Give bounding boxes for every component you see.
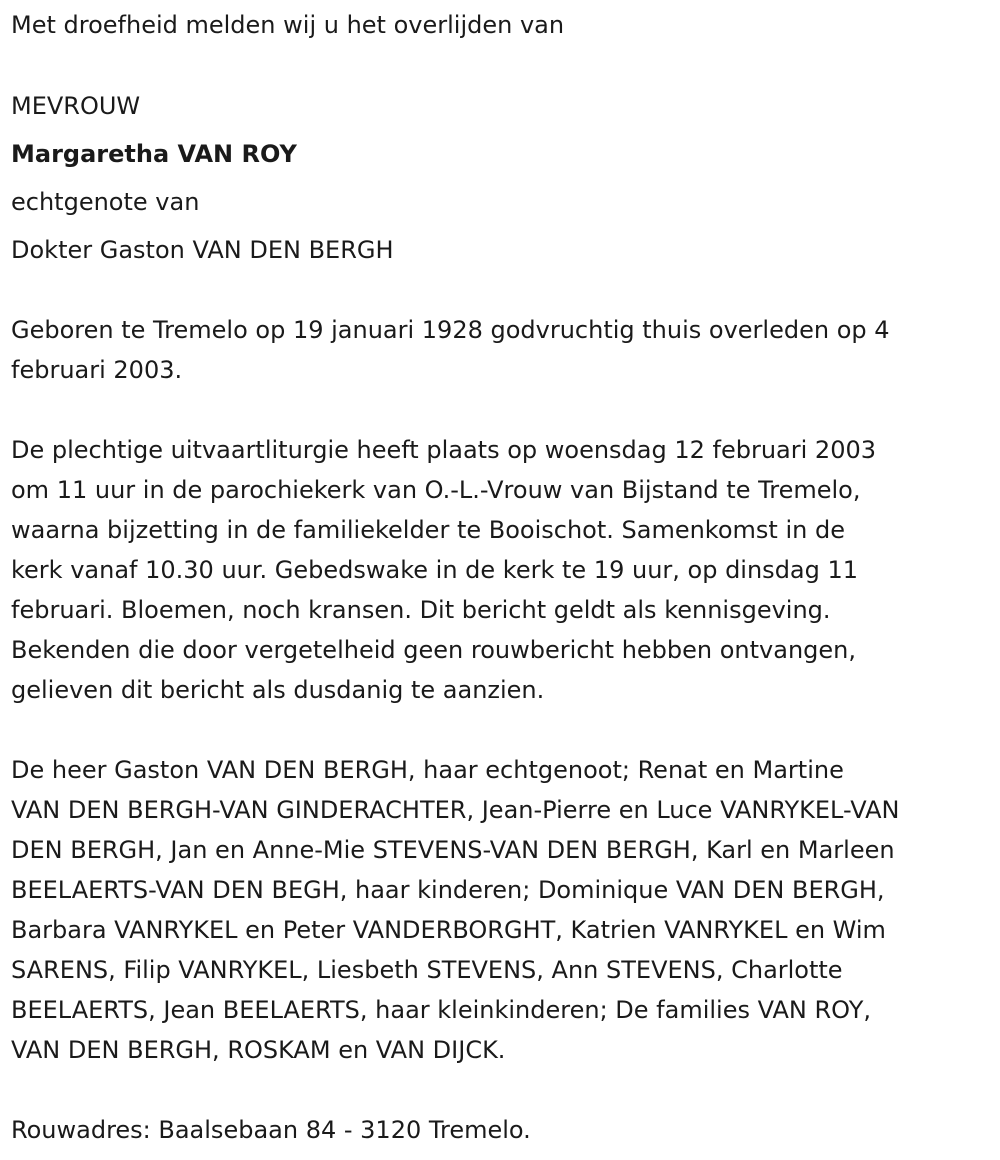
paragraph-line: gelieven dit bericht als dusdanig te aanzien. — [11, 676, 545, 704]
birth-death-paragraph — [11, 310, 1000, 390]
intro-line: Met droefheid melden wij u het overlijden van — [11, 11, 565, 39]
paragraph-line: DEN BERGH, Jan en Anne-Mie STEVENS-VAN DEN BERGH, Karl en Marleen — [11, 836, 895, 864]
paragraph-line: Geboren te Tremelo op 19 januari 1928 godvruchtig thuis overleden op 4 — [11, 316, 890, 344]
paragraph-line: Bekenden die door vergetelheid geen rouwbericht hebben ontvangen, — [11, 636, 857, 664]
paragraph-line: BEELAERTS-VAN DEN BEGH, haar kinderen; Dominique VAN DEN BERGH, — [11, 876, 885, 904]
mourning-address: Rouwadres: Baalsebaan 84 - 3120 Tremelo. — [11, 1116, 531, 1144]
paragraph-line: SARENS, Filip VANRYKEL, Liesbeth STEVENS, Ann STEVENS, Charlotte — [11, 956, 843, 984]
family-paragraph — [11, 750, 1000, 1070]
deceased-name: Margaretha VAN ROY — [11, 140, 297, 168]
paragraph-line: waarna bijzetting in de familiekelder te Booischot. Samenkomst in de — [11, 516, 845, 544]
paragraph-line: kerk vanaf 10.30 uur. Gebedswake in de kerk te 19 uur, op dinsdag 11 — [11, 556, 859, 584]
ceremony-paragraph — [11, 430, 1000, 710]
spouse-name: Dokter Gaston VAN DEN BERGH — [11, 236, 394, 264]
paragraph-line: BEELAERTS, Jean BEELAERTS, haar kleinkinderen; De families VAN ROY, — [11, 996, 872, 1024]
paragraph-line: VAN DEN BERGH, ROSKAM en VAN DIJCK. — [11, 1036, 506, 1064]
relation-label: echtgenote van — [11, 188, 200, 216]
paragraph-line: februari 2003. — [11, 356, 183, 384]
honorific: MEVROUW — [11, 92, 141, 120]
paragraph-line: om 11 uur in de parochiekerk van O.-L.-Vrouw van Bijstand te Tremelo, — [11, 476, 861, 504]
paragraph-line: Barbara VANRYKEL en Peter VANDERBORGHT, Katrien VANRYKEL en Wim — [11, 916, 886, 944]
paragraph-line: februari. Bloemen, noch kransen. Dit bericht geldt als kennisgeving. — [11, 596, 831, 624]
paragraph-line: De heer Gaston VAN DEN BERGH, haar echtgenoot; Renat en Martine — [11, 756, 844, 784]
paragraph-line: VAN DEN BERGH-VAN GINDERACHTER, Jean-Pierre en Luce VANRYKEL-VAN — [11, 796, 900, 824]
paragraph-line: De plechtige uitvaartliturgie heeft plaats op woensdag 12 februari 2003 — [11, 436, 876, 464]
